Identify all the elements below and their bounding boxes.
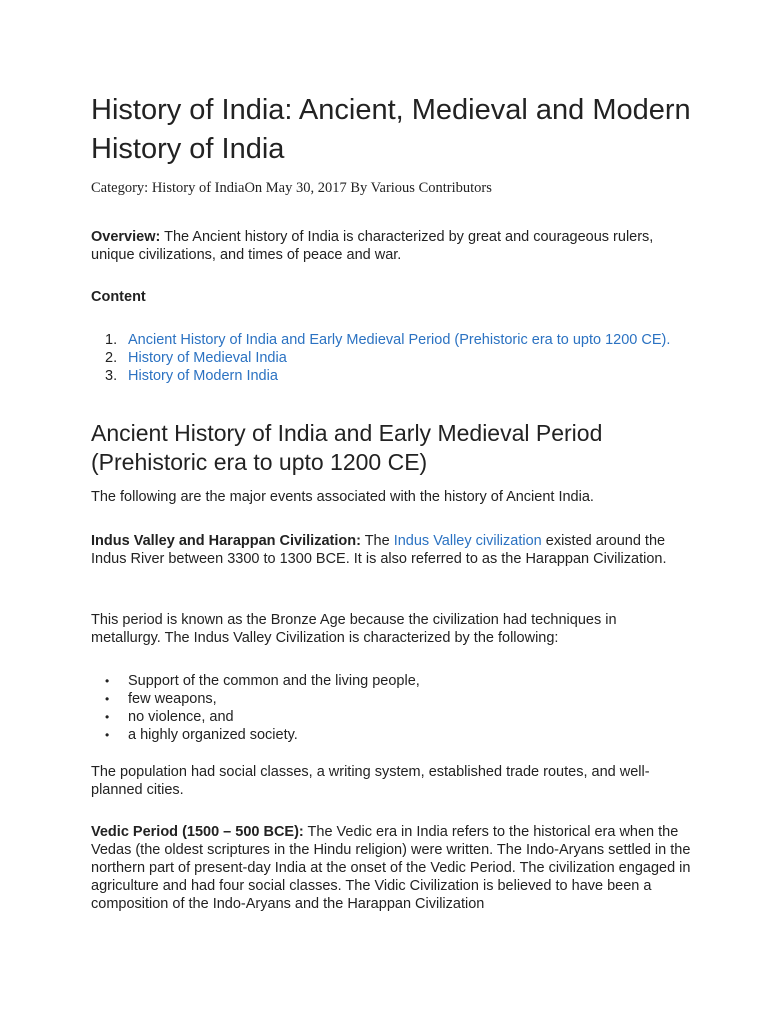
- intro-text: The following are the major events associated with the history of Ancient India.: [91, 489, 594, 505]
- section-heading-block: [91, 419, 631, 477]
- vedic-text: The Vedic era in India refers to the historical era when the Vedas (the oldest scriptures in the Hindu religion) were written. The Indo-Aryans settled in the northern part of present-day India at the onset of the Vedic Period. The civilization engaged in agriculture and had four social classes. The Vidic Civilization is believed to have been a composition of the Indo-Aryans and the Harappan Civilization: [91, 824, 691, 912]
- section-heading: Ancient History of India and Early Medieval Period (Prehistoric era to upto 1200 CE): [91, 420, 603, 475]
- list-item: [91, 672, 691, 690]
- toc-item: [91, 349, 691, 367]
- indus-paragraph: [91, 532, 676, 568]
- overview-label: Overview:: [91, 229, 161, 245]
- toc-item: [91, 367, 691, 385]
- toc-link-modern-history[interactable]: History of Modern India: [128, 368, 278, 384]
- indus-label: Indus Valley and Harappan Civilization:: [91, 533, 361, 549]
- characteristics-list: [91, 672, 691, 744]
- bronze-paragraph: [91, 611, 651, 647]
- toc-link-medieval-history[interactable]: History of Medieval India: [128, 350, 287, 366]
- toc-number: 2.: [105, 350, 118, 366]
- list-item-text: Support of the common and the living people,: [128, 673, 420, 689]
- indus-pre-link: The: [360, 533, 394, 549]
- bullet-icon: •: [105, 728, 110, 742]
- vedic-paragraph: [91, 823, 691, 913]
- vedic-label: Vedic Period (1500 – 500 BCE):: [91, 824, 304, 840]
- page-title: History of India: Ancient, Medieval and Modern History of India: [91, 94, 691, 165]
- population-text: The population had social classes, a writing system, established trade routes, and well-planned cities.: [91, 764, 650, 798]
- bullet-icon: •: [105, 710, 110, 724]
- bullet-icon: •: [105, 692, 110, 706]
- table-of-contents: [91, 331, 691, 385]
- content-heading: [91, 288, 691, 306]
- bullet-icon: •: [105, 674, 110, 688]
- population-paragraph: [91, 763, 661, 799]
- list-item-text: few weapons,: [128, 691, 217, 707]
- overview-text: The Ancient history of India is characterized by great and courageous rulers, unique civilizations, and times of peace and war.: [91, 229, 654, 263]
- indus-valley-link[interactable]: Indus Valley civilization: [393, 533, 542, 549]
- bronze-text: This period is known as the Bronze Age because the civilization had techniques in metallurgy. The Indus Valley Civilization is characterized by the following:: [91, 612, 617, 646]
- intro-paragraph: [91, 488, 691, 506]
- date-author: On May 30, 2017 By Various Contributors: [244, 180, 492, 196]
- list-item: [91, 726, 691, 744]
- toc-link-ancient-history[interactable]: Ancient History of India and Early Medieval Period (Prehistoric era to upto 1200 CE).: [128, 332, 671, 348]
- category-label: Category:: [91, 180, 152, 196]
- toc-item: [91, 331, 691, 349]
- list-item-text: no violence, and: [128, 709, 234, 725]
- list-item: [91, 690, 691, 708]
- toc-number: 1.: [105, 332, 118, 348]
- list-item-text: a highly organized society.: [128, 727, 298, 743]
- toc-number: 3.: [105, 368, 118, 384]
- category-link[interactable]: History of India: [151, 180, 245, 196]
- article-meta: [91, 180, 492, 197]
- indus-text: existed around the Indus River between 3300 to 1300 BCE. It is also referred to as the Harappan Civilization.: [91, 533, 667, 567]
- list-item: [91, 708, 691, 726]
- overview-paragraph: [91, 228, 691, 264]
- content-label: Content: [91, 289, 146, 305]
